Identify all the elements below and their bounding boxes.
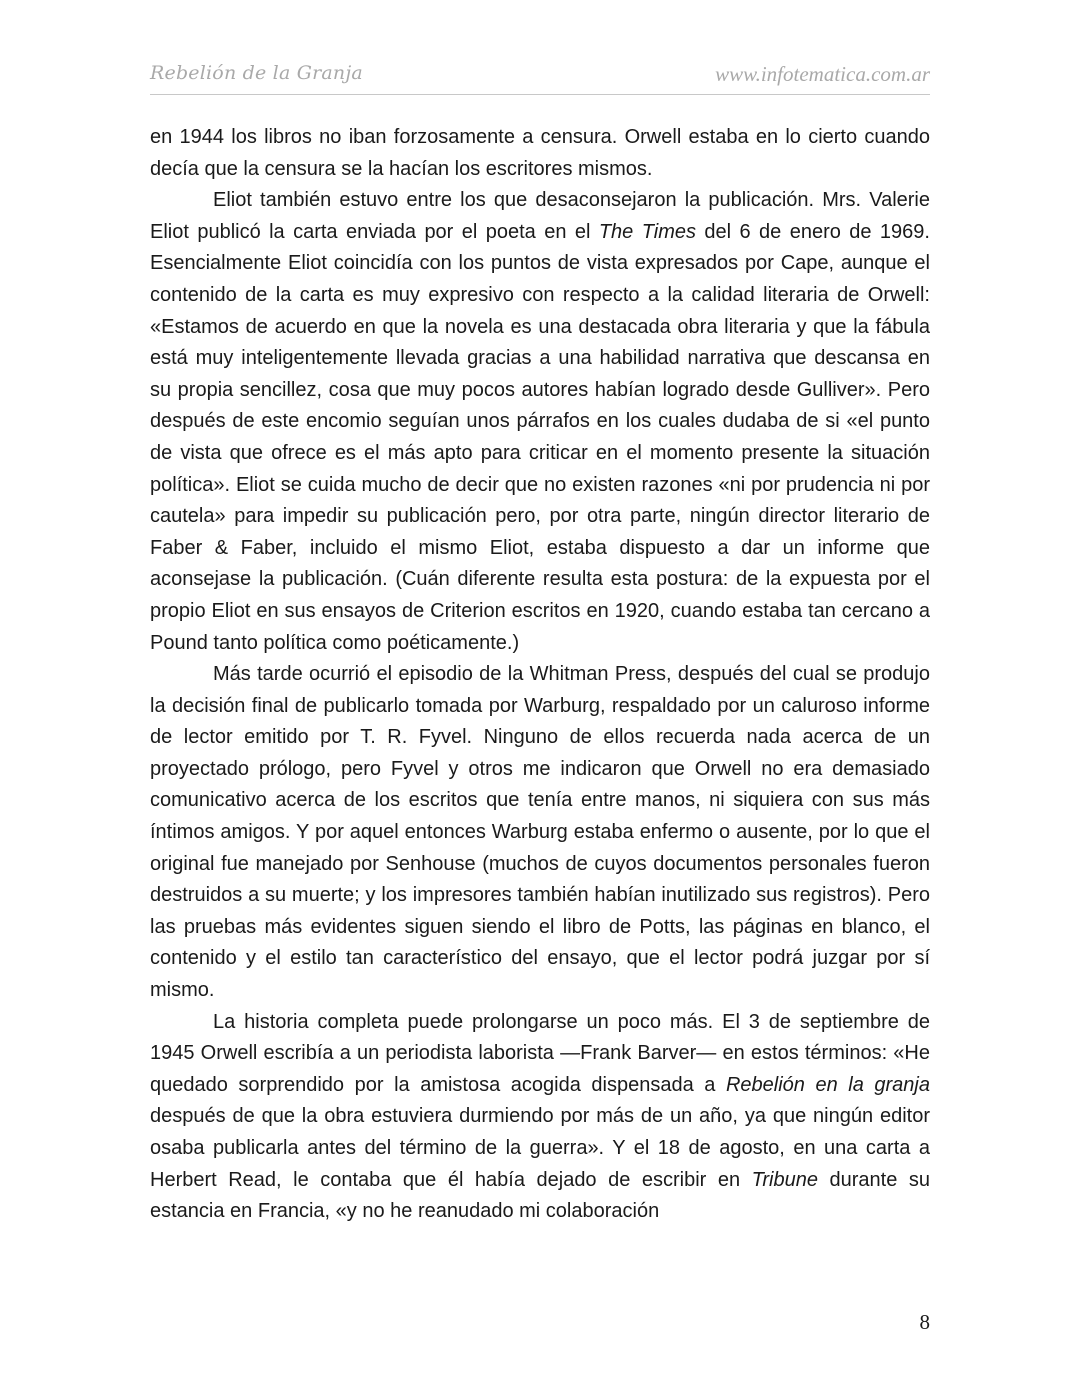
paragraph-2-text-a: Eliot también estuvo entre los que desaconsejaron la publicación. Mrs. Valerie Eliot publicó la carta enviada por el poeta en el	[150, 189, 930, 243]
paragraph-4-text-c: durante su estancia en Francia, «y no he reanudado mi colaboración	[150, 1168, 930, 1223]
paragraph-2	[150, 185, 930, 659]
paragraph-1-text: en 1944 los libros no iban forzosamente a censura. Orwell estaba en lo cierto cuando decía que la censura se la hacían los escritores mismos.	[150, 126, 930, 180]
paragraph-4-italic-tribune: Tribune	[751, 1168, 818, 1191]
paragraph-3-text: Más tarde ocurrió el episodio de la Whitman Press, después del cual se produjo la decisión final de publicarlo tomada por Warburg, respaldado por un caluroso informe de lector emitido por T. R. Fyvel. Ninguno de ellos recuerda nada acerca de un proyectado prólogo, pero Fyvel y otros me indicaron que Orwell no era demasiado comunicativo acerca de los escritos que tenía entre manos, ni siquiera con sus más íntimos amigos. Y por aquel entonces Warburg estaba enfermo o ausente, por lo que el original fue manejado por Senhouse (muchos de cuyos documentos personales fueron destruidos a su muerte; y los impresores también habían inutilizado sus registros). Pero las pruebas más evidentes siguen siendo el libro de Potts, las páginas en blanco, el contenido y el estilo tan característico del ensayo, que el lector podrá juzgar por sí mismo.	[150, 663, 930, 1002]
paragraph-3	[150, 659, 930, 1007]
paragraph-4-text-b: después de que la obra estuviera durmiendo por más de un año, ya que ningún editor osaba publicarla antes del término de la guerra». Y el 18 de agosto, en una carta a Herbert Read, le contaba que él había dejado de escribir en	[150, 1105, 930, 1191]
body-text	[150, 122, 930, 1228]
page-number: 8	[919, 1310, 930, 1334]
running-header	[150, 62, 930, 95]
paragraph-2-text-b: del 6 de enero de 1969. Esencialmente Eliot coincidía con los puntos de vista expresados por Cape, aunque el contenido de la carta es muy expresivo con respecto a la calidad literaria de Orwell: «Estamos de acuerdo en que la novela es una destacada obra literaria y que la fábula está muy inteligentemente llevada gracias a una habilidad narrativa que descansa en su propia sencillez, cosa que muy pocos autores habían logrado desde Gulliver». Pero después de este encomio seguían unos párrafos en los cuales dudaba de si «el punto de vista que ofrece es el más apto para criticar en el momento presente la situación política». Eliot se cuida mucho de decir que no existen razones «ni por prudencia ni por cautela» para impedir su publicación pero, por otra parte, ningún director literario de Faber & Faber, incluido el mismo Eliot, estaba dispuesto a dar un informe que aconsejase la publicación. (Cuán diferente resulta esta postura: de la expuesta por el propio Eliot en sus ensayos de Criterion escritos en 1920, cuando estaba tan cercano a Pound tanto política como poéticamente.)	[150, 220, 930, 654]
paragraph-2-italic-title: The Times	[598, 220, 696, 243]
header-website: www.infotematica.com.ar	[715, 62, 930, 86]
paragraph-4-italic-book: Rebelión en la granja	[725, 1073, 930, 1096]
paragraph-1	[150, 122, 930, 185]
paragraph-4	[150, 1007, 930, 1228]
header-book-title: Rebelión de la Granja	[150, 62, 363, 84]
paragraph-4-text-a: La historia completa puede prolongarse un poco más. El 3 de septiembre de 1945 Orwell escribía a un periodista laborista —Frank Barver— en estos términos: «He quedado sorprendido por la amistosa acogida dispensada a	[150, 1010, 930, 1096]
